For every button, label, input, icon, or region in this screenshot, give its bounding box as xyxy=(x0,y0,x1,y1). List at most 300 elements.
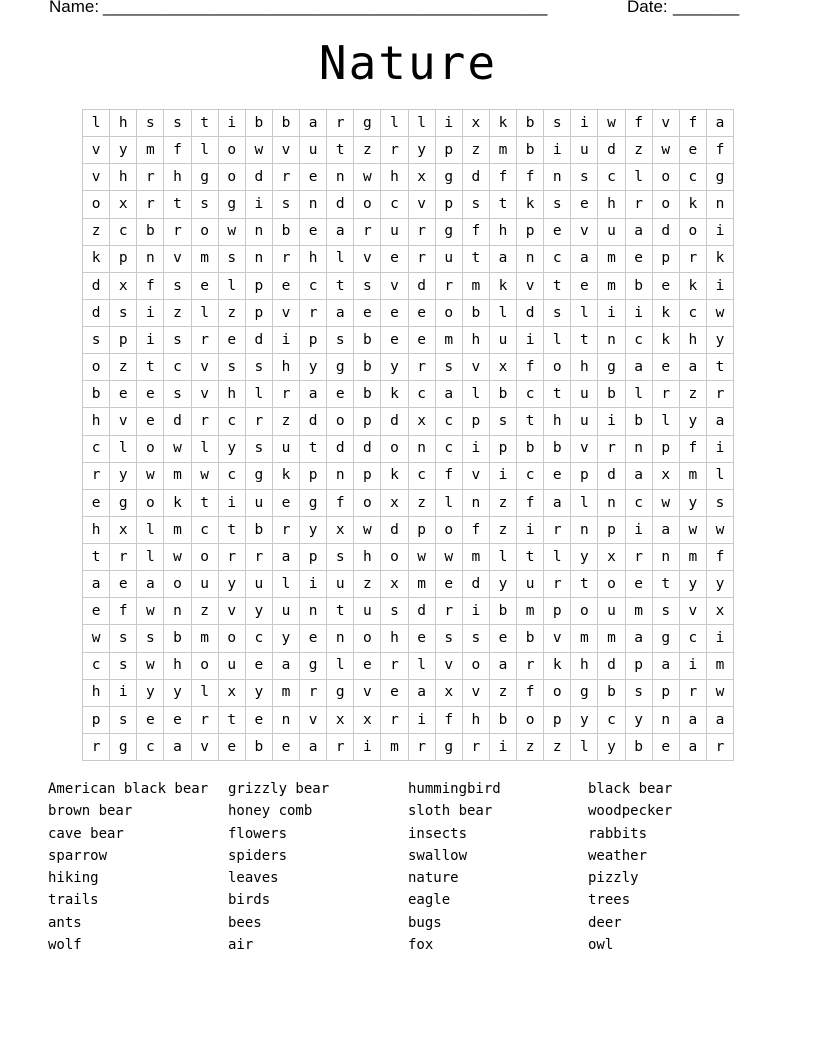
grid-cell[interactable]: k xyxy=(680,191,707,218)
grid-cell[interactable]: f xyxy=(137,273,164,300)
grid-cell[interactable]: x xyxy=(110,273,137,300)
grid-cell[interactable]: z xyxy=(544,734,571,761)
grid-cell[interactable]: o xyxy=(83,191,110,218)
grid-cell[interactable]: r xyxy=(219,544,246,571)
grid-cell[interactable]: e xyxy=(409,625,436,652)
grid-cell[interactable]: f xyxy=(110,598,137,625)
grid-cell[interactable]: e xyxy=(381,246,408,273)
grid-cell[interactable]: u xyxy=(300,137,327,164)
grid-cell[interactable]: f xyxy=(436,707,463,734)
grid-cell[interactable]: o xyxy=(381,544,408,571)
grid-cell[interactable]: a xyxy=(680,354,707,381)
grid-cell[interactable]: c xyxy=(598,164,625,191)
grid-cell[interactable]: c xyxy=(300,273,327,300)
grid-cell[interactable]: r xyxy=(598,436,625,463)
grid-cell[interactable]: y xyxy=(164,680,191,707)
grid-cell[interactable]: b xyxy=(517,436,544,463)
grid-cell[interactable]: d xyxy=(517,300,544,327)
grid-cell[interactable]: c xyxy=(219,408,246,435)
grid-cell[interactable]: s xyxy=(110,300,137,327)
grid-cell[interactable]: n xyxy=(273,707,300,734)
grid-cell[interactable]: y xyxy=(110,463,137,490)
grid-cell[interactable]: t xyxy=(463,246,490,273)
grid-cell[interactable]: p xyxy=(110,327,137,354)
grid-cell[interactable]: t xyxy=(490,191,517,218)
grid-cell[interactable]: p xyxy=(246,273,273,300)
grid-cell[interactable]: r xyxy=(354,219,381,246)
grid-cell[interactable]: o xyxy=(544,354,571,381)
grid-cell[interactable]: g xyxy=(436,164,463,191)
grid-cell[interactable]: r xyxy=(327,110,354,137)
grid-cell[interactable]: r xyxy=(463,734,490,761)
grid-cell[interactable]: m xyxy=(707,653,734,680)
grid-cell[interactable]: y xyxy=(707,327,734,354)
grid-cell[interactable]: s xyxy=(653,598,680,625)
grid-cell[interactable]: x xyxy=(219,680,246,707)
grid-cell[interactable]: o xyxy=(83,354,110,381)
grid-cell[interactable]: c xyxy=(680,300,707,327)
grid-cell[interactable]: e xyxy=(273,273,300,300)
grid-cell[interactable]: d xyxy=(381,408,408,435)
grid-cell[interactable]: z xyxy=(110,354,137,381)
grid-cell[interactable]: e xyxy=(544,463,571,490)
grid-cell[interactable]: r xyxy=(381,137,408,164)
grid-cell[interactable]: l xyxy=(626,164,653,191)
grid-cell[interactable]: k xyxy=(517,191,544,218)
grid-cell[interactable]: r xyxy=(626,191,653,218)
grid-cell[interactable]: u xyxy=(246,571,273,598)
grid-cell[interactable]: e xyxy=(626,246,653,273)
grid-cell[interactable]: e xyxy=(83,598,110,625)
grid-cell[interactable]: i xyxy=(463,436,490,463)
grid-cell[interactable]: v xyxy=(680,598,707,625)
grid-cell[interactable]: c xyxy=(137,734,164,761)
grid-cell[interactable]: a xyxy=(273,544,300,571)
grid-cell[interactable]: n xyxy=(409,436,436,463)
grid-cell[interactable]: h xyxy=(164,164,191,191)
grid-cell[interactable]: i xyxy=(517,327,544,354)
grid-cell[interactable]: w xyxy=(164,436,191,463)
grid-cell[interactable]: u xyxy=(436,246,463,273)
grid-cell[interactable]: b xyxy=(463,300,490,327)
grid-cell[interactable]: e xyxy=(164,707,191,734)
grid-cell[interactable]: b xyxy=(83,381,110,408)
grid-cell[interactable]: p xyxy=(436,137,463,164)
grid-cell[interactable]: l xyxy=(409,653,436,680)
grid-cell[interactable]: n xyxy=(327,164,354,191)
grid-cell[interactable]: h xyxy=(110,164,137,191)
grid-cell[interactable]: l xyxy=(544,327,571,354)
grid-cell[interactable]: b xyxy=(517,110,544,137)
grid-cell[interactable]: e xyxy=(137,381,164,408)
grid-cell[interactable]: i xyxy=(137,327,164,354)
grid-cell[interactable]: h xyxy=(571,354,598,381)
grid-cell[interactable]: f xyxy=(164,137,191,164)
grid-cell[interactable]: p xyxy=(490,436,517,463)
grid-cell[interactable]: w xyxy=(164,544,191,571)
grid-cell[interactable]: v xyxy=(192,734,219,761)
grid-cell[interactable]: w xyxy=(83,625,110,652)
grid-cell[interactable]: a xyxy=(327,219,354,246)
grid-cell[interactable]: a xyxy=(626,354,653,381)
grid-cell[interactable]: r xyxy=(137,164,164,191)
grid-cell[interactable]: s xyxy=(436,354,463,381)
grid-cell[interactable]: a xyxy=(327,300,354,327)
grid-cell[interactable]: c xyxy=(626,327,653,354)
grid-cell[interactable]: r xyxy=(192,408,219,435)
grid-cell[interactable]: a xyxy=(436,381,463,408)
grid-cell[interactable]: g xyxy=(436,734,463,761)
grid-cell[interactable]: u xyxy=(571,137,598,164)
grid-cell[interactable]: u xyxy=(490,327,517,354)
grid-cell[interactable]: g xyxy=(300,653,327,680)
grid-cell[interactable]: i xyxy=(626,300,653,327)
grid-cell[interactable]: b xyxy=(490,381,517,408)
grid-cell[interactable]: z xyxy=(490,517,517,544)
grid-cell[interactable]: s xyxy=(327,327,354,354)
grid-cell[interactable]: f xyxy=(327,490,354,517)
grid-cell[interactable]: a xyxy=(300,734,327,761)
grid-cell[interactable]: y xyxy=(490,571,517,598)
grid-cell[interactable]: w xyxy=(680,517,707,544)
grid-cell[interactable]: n xyxy=(327,625,354,652)
grid-cell[interactable]: h xyxy=(164,653,191,680)
grid-cell[interactable]: m xyxy=(381,734,408,761)
grid-cell[interactable]: y xyxy=(626,707,653,734)
grid-cell[interactable]: p xyxy=(653,436,680,463)
grid-cell[interactable]: s xyxy=(219,246,246,273)
grid-cell[interactable]: e xyxy=(544,219,571,246)
grid-cell[interactable]: r xyxy=(409,246,436,273)
grid-cell[interactable]: h xyxy=(680,327,707,354)
grid-cell[interactable]: p xyxy=(463,408,490,435)
grid-cell[interactable]: s xyxy=(707,490,734,517)
grid-cell[interactable]: f xyxy=(517,354,544,381)
grid-cell[interactable]: e xyxy=(246,707,273,734)
grid-cell[interactable]: e xyxy=(381,680,408,707)
grid-cell[interactable]: d xyxy=(327,436,354,463)
grid-cell[interactable]: m xyxy=(137,137,164,164)
grid-cell[interactable]: n xyxy=(137,246,164,273)
grid-cell[interactable]: v xyxy=(110,408,137,435)
grid-cell[interactable]: e xyxy=(219,327,246,354)
grid-cell[interactable]: z xyxy=(164,300,191,327)
grid-cell[interactable]: h xyxy=(83,517,110,544)
grid-cell[interactable]: f xyxy=(436,463,463,490)
grid-cell[interactable]: m xyxy=(517,598,544,625)
grid-cell[interactable]: r xyxy=(381,707,408,734)
grid-cell[interactable]: w xyxy=(409,544,436,571)
grid-cell[interactable]: c xyxy=(381,191,408,218)
grid-cell[interactable]: c xyxy=(83,436,110,463)
grid-cell[interactable]: o xyxy=(653,191,680,218)
grid-cell[interactable]: i xyxy=(598,408,625,435)
grid-cell[interactable]: h xyxy=(381,164,408,191)
grid-cell[interactable]: e xyxy=(273,490,300,517)
grid-cell[interactable]: p xyxy=(544,707,571,734)
grid-cell[interactable]: o xyxy=(653,164,680,191)
grid-cell[interactable]: i xyxy=(409,707,436,734)
grid-cell[interactable]: h xyxy=(300,246,327,273)
grid-cell[interactable]: r xyxy=(273,164,300,191)
grid-cell[interactable]: s xyxy=(490,408,517,435)
grid-cell[interactable]: r xyxy=(137,191,164,218)
grid-cell[interactable]: f xyxy=(707,544,734,571)
grid-cell[interactable]: u xyxy=(273,598,300,625)
grid-cell[interactable]: a xyxy=(653,653,680,680)
grid-cell[interactable]: v xyxy=(219,598,246,625)
grid-cell[interactable]: v xyxy=(192,381,219,408)
grid-cell[interactable]: n xyxy=(327,463,354,490)
grid-cell[interactable]: h xyxy=(544,408,571,435)
grid-cell[interactable]: i xyxy=(490,734,517,761)
grid-cell[interactable]: p xyxy=(598,517,625,544)
grid-cell[interactable]: i xyxy=(571,110,598,137)
grid-cell[interactable]: f xyxy=(490,164,517,191)
grid-cell[interactable]: r xyxy=(246,408,273,435)
grid-cell[interactable]: i xyxy=(680,653,707,680)
grid-cell[interactable]: s xyxy=(164,110,191,137)
grid-cell[interactable]: a xyxy=(137,571,164,598)
grid-cell[interactable]: m xyxy=(273,680,300,707)
grid-cell[interactable]: h xyxy=(83,680,110,707)
grid-cell[interactable]: x xyxy=(707,598,734,625)
grid-cell[interactable]: r xyxy=(544,517,571,544)
grid-cell[interactable]: s xyxy=(273,191,300,218)
grid-cell[interactable]: e xyxy=(300,625,327,652)
grid-cell[interactable]: u xyxy=(571,408,598,435)
grid-cell[interactable]: r xyxy=(246,544,273,571)
grid-cell[interactable]: y xyxy=(680,408,707,435)
grid-cell[interactable]: x xyxy=(490,354,517,381)
grid-cell[interactable]: l xyxy=(192,436,219,463)
grid-cell[interactable]: g xyxy=(354,110,381,137)
grid-cell[interactable]: s xyxy=(571,164,598,191)
grid-cell[interactable]: s xyxy=(164,381,191,408)
grid-cell[interactable]: y xyxy=(219,571,246,598)
grid-cell[interactable]: t xyxy=(571,571,598,598)
grid-cell[interactable]: w xyxy=(192,463,219,490)
grid-cell[interactable]: v xyxy=(463,354,490,381)
grid-cell[interactable]: i xyxy=(598,300,625,327)
grid-cell[interactable]: t xyxy=(192,490,219,517)
grid-cell[interactable]: d xyxy=(409,273,436,300)
grid-cell[interactable]: k xyxy=(490,273,517,300)
grid-cell[interactable]: u xyxy=(273,436,300,463)
grid-cell[interactable]: l xyxy=(653,408,680,435)
grid-cell[interactable]: w xyxy=(707,300,734,327)
grid-cell[interactable]: e xyxy=(626,571,653,598)
grid-cell[interactable]: z xyxy=(626,137,653,164)
grid-cell[interactable]: i xyxy=(707,436,734,463)
grid-cell[interactable]: b xyxy=(598,381,625,408)
grid-cell[interactable]: y xyxy=(680,490,707,517)
grid-cell[interactable]: m xyxy=(598,246,625,273)
grid-cell[interactable]: l xyxy=(381,110,408,137)
grid-cell[interactable]: g xyxy=(110,490,137,517)
grid-cell[interactable]: g xyxy=(598,354,625,381)
grid-cell[interactable]: z xyxy=(354,137,381,164)
grid-cell[interactable]: n xyxy=(300,598,327,625)
grid-cell[interactable]: e xyxy=(83,490,110,517)
grid-cell[interactable]: c xyxy=(517,381,544,408)
grid-cell[interactable]: o xyxy=(219,625,246,652)
grid-cell[interactable]: y xyxy=(273,625,300,652)
grid-cell[interactable]: m xyxy=(626,598,653,625)
grid-cell[interactable]: r xyxy=(273,381,300,408)
grid-cell[interactable]: g xyxy=(653,625,680,652)
grid-cell[interactable]: h xyxy=(110,110,137,137)
grid-cell[interactable]: i xyxy=(354,734,381,761)
grid-cell[interactable]: e xyxy=(354,300,381,327)
grid-cell[interactable]: c xyxy=(544,246,571,273)
grid-cell[interactable]: a xyxy=(680,707,707,734)
grid-cell[interactable]: p xyxy=(653,680,680,707)
grid-cell[interactable]: i xyxy=(273,327,300,354)
grid-cell[interactable]: h xyxy=(273,354,300,381)
grid-cell[interactable]: d xyxy=(83,273,110,300)
grid-cell[interactable]: p xyxy=(354,463,381,490)
grid-cell[interactable]: t xyxy=(517,408,544,435)
grid-cell[interactable]: e xyxy=(110,571,137,598)
grid-cell[interactable]: w xyxy=(137,653,164,680)
grid-cell[interactable]: r xyxy=(680,246,707,273)
grid-cell[interactable]: w xyxy=(354,517,381,544)
grid-cell[interactable]: y xyxy=(219,436,246,463)
grid-cell[interactable]: r xyxy=(300,300,327,327)
grid-cell[interactable]: u xyxy=(571,381,598,408)
grid-cell[interactable]: t xyxy=(327,598,354,625)
grid-cell[interactable]: s xyxy=(626,680,653,707)
grid-cell[interactable]: h xyxy=(83,408,110,435)
grid-cell[interactable]: u xyxy=(327,571,354,598)
grid-cell[interactable]: f xyxy=(707,137,734,164)
grid-cell[interactable]: p xyxy=(83,707,110,734)
grid-cell[interactable]: y xyxy=(571,544,598,571)
grid-cell[interactable]: p xyxy=(354,408,381,435)
grid-cell[interactable]: v xyxy=(354,246,381,273)
grid-cell[interactable]: t xyxy=(517,544,544,571)
grid-cell[interactable]: a xyxy=(164,734,191,761)
grid-cell[interactable]: c xyxy=(409,381,436,408)
grid-cell[interactable]: e xyxy=(490,625,517,652)
grid-cell[interactable]: a xyxy=(707,110,734,137)
grid-cell[interactable]: s xyxy=(137,110,164,137)
grid-cell[interactable]: b xyxy=(137,219,164,246)
grid-cell[interactable]: s xyxy=(436,625,463,652)
grid-cell[interactable]: x xyxy=(327,707,354,734)
grid-cell[interactable]: e xyxy=(653,354,680,381)
grid-cell[interactable]: x xyxy=(327,517,354,544)
grid-cell[interactable]: u xyxy=(354,598,381,625)
grid-cell[interactable]: c xyxy=(219,463,246,490)
grid-cell[interactable]: v xyxy=(273,300,300,327)
grid-cell[interactable]: y xyxy=(381,354,408,381)
grid-cell[interactable]: m xyxy=(680,463,707,490)
grid-cell[interactable]: u xyxy=(192,571,219,598)
grid-cell[interactable]: b xyxy=(490,707,517,734)
grid-cell[interactable]: o xyxy=(327,408,354,435)
grid-cell[interactable]: l xyxy=(192,300,219,327)
grid-cell[interactable]: n xyxy=(517,246,544,273)
grid-cell[interactable]: h xyxy=(598,191,625,218)
grid-cell[interactable]: z xyxy=(409,490,436,517)
grid-cell[interactable]: x xyxy=(598,544,625,571)
grid-cell[interactable]: r xyxy=(409,354,436,381)
grid-cell[interactable]: x xyxy=(436,680,463,707)
grid-cell[interactable]: z xyxy=(273,408,300,435)
grid-cell[interactable]: v xyxy=(653,110,680,137)
grid-cell[interactable]: e xyxy=(571,191,598,218)
grid-cell[interactable]: t xyxy=(653,571,680,598)
grid-cell[interactable]: r xyxy=(517,653,544,680)
grid-cell[interactable]: a xyxy=(544,490,571,517)
grid-cell[interactable]: l xyxy=(137,517,164,544)
grid-cell[interactable]: v xyxy=(571,436,598,463)
grid-cell[interactable]: t xyxy=(571,327,598,354)
grid-cell[interactable]: l xyxy=(571,490,598,517)
grid-cell[interactable]: z xyxy=(680,381,707,408)
grid-cell[interactable]: r xyxy=(436,273,463,300)
grid-cell[interactable]: e xyxy=(300,219,327,246)
grid-cell[interactable]: o xyxy=(219,137,246,164)
grid-cell[interactable]: l xyxy=(327,653,354,680)
grid-cell[interactable]: x xyxy=(110,517,137,544)
grid-cell[interactable]: e xyxy=(409,327,436,354)
grid-cell[interactable]: w xyxy=(707,680,734,707)
grid-cell[interactable]: y xyxy=(707,571,734,598)
grid-cell[interactable]: d xyxy=(409,598,436,625)
grid-cell[interactable]: a xyxy=(490,653,517,680)
grid-cell[interactable]: b xyxy=(517,625,544,652)
grid-cell[interactable]: k xyxy=(544,653,571,680)
grid-cell[interactable]: a xyxy=(300,110,327,137)
grid-cell[interactable]: m xyxy=(463,544,490,571)
grid-cell[interactable]: c xyxy=(409,463,436,490)
grid-cell[interactable]: o xyxy=(463,653,490,680)
grid-cell[interactable]: e xyxy=(653,734,680,761)
grid-cell[interactable]: l xyxy=(707,463,734,490)
grid-cell[interactable]: d xyxy=(246,327,273,354)
grid-cell[interactable]: b xyxy=(598,680,625,707)
grid-cell[interactable]: x xyxy=(463,110,490,137)
grid-cell[interactable]: r xyxy=(273,517,300,544)
grid-cell[interactable]: h xyxy=(381,625,408,652)
grid-cell[interactable]: g xyxy=(707,164,734,191)
grid-cell[interactable]: r xyxy=(707,381,734,408)
grid-cell[interactable]: s xyxy=(83,327,110,354)
grid-cell[interactable]: a xyxy=(707,408,734,435)
grid-cell[interactable]: g xyxy=(246,463,273,490)
grid-cell[interactable]: m xyxy=(192,246,219,273)
grid-cell[interactable]: e xyxy=(571,273,598,300)
grid-cell[interactable]: p xyxy=(436,191,463,218)
grid-cell[interactable]: y xyxy=(246,680,273,707)
grid-cell[interactable]: d xyxy=(354,436,381,463)
grid-cell[interactable]: z xyxy=(490,680,517,707)
grid-cell[interactable]: p xyxy=(300,463,327,490)
grid-cell[interactable]: m xyxy=(571,625,598,652)
grid-cell[interactable]: z xyxy=(490,490,517,517)
grid-cell[interactable]: r xyxy=(409,219,436,246)
grid-cell[interactable]: c xyxy=(680,164,707,191)
grid-cell[interactable]: r xyxy=(300,680,327,707)
grid-cell[interactable]: m xyxy=(598,625,625,652)
grid-cell[interactable]: i xyxy=(707,273,734,300)
grid-cell[interactable]: t xyxy=(544,381,571,408)
grid-cell[interactable]: v xyxy=(192,354,219,381)
grid-cell[interactable]: l xyxy=(110,436,137,463)
